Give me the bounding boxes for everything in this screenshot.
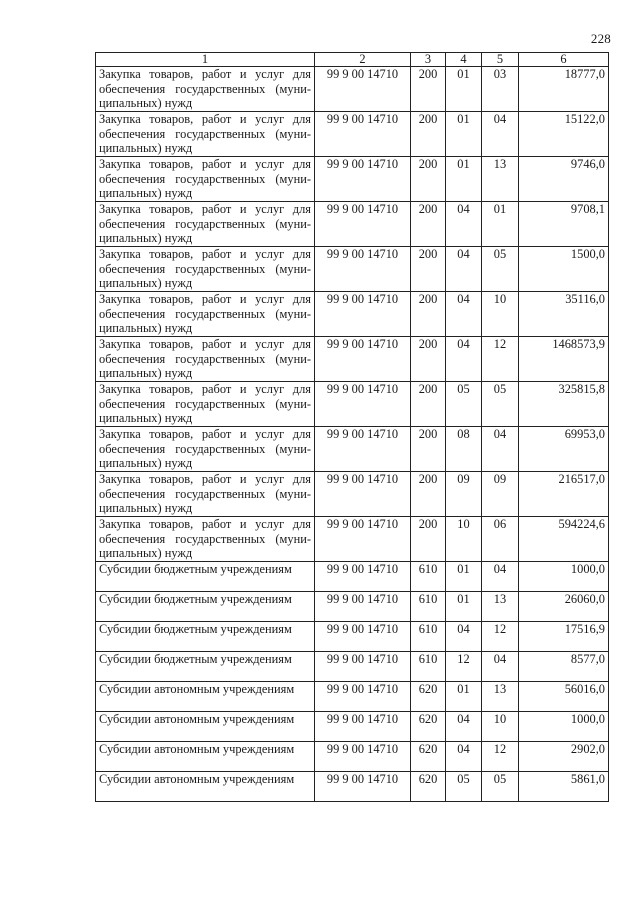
row-amount-cell: 1000,0 <box>519 712 609 742</box>
row-name-cell: Закупка товаров, работ и услуг для обеспечения государственных (муниципальных) нужд <box>96 157 315 202</box>
row-amount-cell: 216517,0 <box>519 472 609 517</box>
table-row <box>96 382 609 427</box>
row-csr-cell: 99 9 00 14710 <box>315 112 411 157</box>
row-rz-cell: 01 <box>446 67 482 112</box>
row-vr-cell: 620 <box>411 712 446 742</box>
row-csr-cell: 99 9 00 14710 <box>315 472 411 517</box>
row-pr-cell: 05 <box>482 382 519 427</box>
table-row <box>96 247 609 292</box>
row-name-cell: Субсидии автономным учреждениям <box>96 742 315 772</box>
table-body <box>96 67 609 802</box>
table-row <box>96 742 609 772</box>
row-csr-cell: 99 9 00 14710 <box>315 517 411 562</box>
table-row <box>96 337 609 382</box>
row-amount-cell: 15122,0 <box>519 112 609 157</box>
row-pr-cell: 01 <box>482 202 519 247</box>
row-amount-cell: 594224,6 <box>519 517 609 562</box>
row-name-cell: Субсидии автономным учреждениям <box>96 772 315 802</box>
row-csr-cell: 99 9 00 14710 <box>315 592 411 622</box>
row-amount-cell: 5861,0 <box>519 772 609 802</box>
row-amount-cell: 9746,0 <box>519 157 609 202</box>
row-pr-cell: 06 <box>482 517 519 562</box>
row-name-cell: Закупка товаров, работ и услуг для обеспечения государственных (муниципальных) нужд <box>96 67 315 112</box>
table-row <box>96 562 609 592</box>
row-rz-cell: 04 <box>446 622 482 652</box>
row-vr-cell: 200 <box>411 292 446 337</box>
row-amount-cell: 56016,0 <box>519 682 609 712</box>
row-name-cell: Закупка товаров, работ и услуг для обеспечения государственных (муниципальных) нужд <box>96 247 315 292</box>
budget-table <box>95 52 609 802</box>
row-csr-cell: 99 9 00 14710 <box>315 157 411 202</box>
header-col-6: 6 <box>519 53 609 67</box>
table-row <box>96 202 609 247</box>
row-vr-cell: 610 <box>411 562 446 592</box>
row-amount-cell: 17516,9 <box>519 622 609 652</box>
row-vr-cell: 200 <box>411 472 446 517</box>
row-pr-cell: 12 <box>482 337 519 382</box>
row-vr-cell: 200 <box>411 247 446 292</box>
row-pr-cell: 04 <box>482 427 519 472</box>
row-name-cell: Закупка товаров, работ и услуг для обеспечения государственных (муниципальных) нужд <box>96 382 315 427</box>
row-amount-cell: 1000,0 <box>519 562 609 592</box>
row-rz-cell: 01 <box>446 592 482 622</box>
row-csr-cell: 99 9 00 14710 <box>315 382 411 427</box>
row-vr-cell: 620 <box>411 682 446 712</box>
table-row <box>96 292 609 337</box>
row-rz-cell: 04 <box>446 712 482 742</box>
row-pr-cell: 10 <box>482 712 519 742</box>
row-name-cell: Субсидии автономным учреждениям <box>96 712 315 742</box>
table-row <box>96 427 609 472</box>
row-csr-cell: 99 9 00 14710 <box>315 292 411 337</box>
header-col-2: 2 <box>315 53 411 67</box>
row-vr-cell: 200 <box>411 427 446 472</box>
row-rz-cell: 01 <box>446 157 482 202</box>
row-rz-cell: 01 <box>446 682 482 712</box>
row-csr-cell: 99 9 00 14710 <box>315 247 411 292</box>
row-csr-cell: 99 9 00 14710 <box>315 772 411 802</box>
row-rz-cell: 04 <box>446 337 482 382</box>
row-pr-cell: 13 <box>482 592 519 622</box>
table-row <box>96 622 609 652</box>
row-csr-cell: 99 9 00 14710 <box>315 622 411 652</box>
row-amount-cell: 325815,8 <box>519 382 609 427</box>
row-vr-cell: 200 <box>411 382 446 427</box>
row-name-cell: Субсидии бюджетным учреждениям <box>96 592 315 622</box>
row-vr-cell: 610 <box>411 622 446 652</box>
table-row <box>96 67 609 112</box>
table-row <box>96 157 609 202</box>
row-name-cell: Закупка товаров, работ и услуг для обеспечения государственных (муниципальных) нужд <box>96 427 315 472</box>
row-pr-cell: 12 <box>482 622 519 652</box>
row-name-cell: Закупка товаров, работ и услуг для обеспечения государственных (муниципальных) нужд <box>96 112 315 157</box>
row-rz-cell: 05 <box>446 382 482 427</box>
row-pr-cell: 05 <box>482 247 519 292</box>
row-vr-cell: 200 <box>411 112 446 157</box>
row-rz-cell: 08 <box>446 427 482 472</box>
header-col-5: 5 <box>482 53 519 67</box>
row-amount-cell: 26060,0 <box>519 592 609 622</box>
row-amount-cell: 1500,0 <box>519 247 609 292</box>
header-col-4: 4 <box>446 53 482 67</box>
row-pr-cell: 05 <box>482 772 519 802</box>
row-name-cell: Субсидии автономным учреждениям <box>96 682 315 712</box>
table-header <box>96 53 609 67</box>
row-csr-cell: 99 9 00 14710 <box>315 562 411 592</box>
table-row <box>96 682 609 712</box>
row-vr-cell: 200 <box>411 517 446 562</box>
table-row <box>96 472 609 517</box>
row-amount-cell: 8577,0 <box>519 652 609 682</box>
table-row <box>96 112 609 157</box>
row-csr-cell: 99 9 00 14710 <box>315 67 411 112</box>
row-pr-cell: 13 <box>482 682 519 712</box>
row-name-cell: Субсидии бюджетным учреждениям <box>96 652 315 682</box>
table-row <box>96 652 609 682</box>
row-csr-cell: 99 9 00 14710 <box>315 682 411 712</box>
row-rz-cell: 01 <box>446 562 482 592</box>
row-name-cell: Закупка товаров, работ и услуг для обеспечения государственных (муниципальных) нужд <box>96 517 315 562</box>
row-name-cell: Закупка товаров, работ и услуг для обеспечения государственных (муниципальных) нужд <box>96 472 315 517</box>
row-amount-cell: 69953,0 <box>519 427 609 472</box>
row-vr-cell: 610 <box>411 652 446 682</box>
table-row <box>96 772 609 802</box>
row-vr-cell: 200 <box>411 67 446 112</box>
row-vr-cell: 620 <box>411 742 446 772</box>
row-csr-cell: 99 9 00 14710 <box>315 337 411 382</box>
row-rz-cell: 05 <box>446 772 482 802</box>
row-rz-cell: 10 <box>446 517 482 562</box>
row-pr-cell: 04 <box>482 652 519 682</box>
row-amount-cell: 9708,1 <box>519 202 609 247</box>
row-name-cell: Закупка товаров, работ и услуг для обеспечения государственных (муниципальных) нужд <box>96 337 315 382</box>
row-name-cell: Субсидии бюджетным учреждениям <box>96 622 315 652</box>
row-rz-cell: 01 <box>446 112 482 157</box>
row-name-cell: Закупка товаров, работ и услуг для обеспечения государственных (муниципальных) нужд <box>96 292 315 337</box>
row-amount-cell: 35116,0 <box>519 292 609 337</box>
row-amount-cell: 1468573,9 <box>519 337 609 382</box>
table-row <box>96 712 609 742</box>
row-pr-cell: 04 <box>482 562 519 592</box>
row-pr-cell: 04 <box>482 112 519 157</box>
header-col-1: 1 <box>96 53 315 67</box>
row-rz-cell: 12 <box>446 652 482 682</box>
table-row <box>96 517 609 562</box>
header-col-3: 3 <box>411 53 446 67</box>
row-pr-cell: 13 <box>482 157 519 202</box>
row-amount-cell: 18777,0 <box>519 67 609 112</box>
header-row <box>96 53 609 67</box>
row-pr-cell: 12 <box>482 742 519 772</box>
row-rz-cell: 04 <box>446 247 482 292</box>
row-amount-cell: 2902,0 <box>519 742 609 772</box>
row-csr-cell: 99 9 00 14710 <box>315 742 411 772</box>
row-rz-cell: 04 <box>446 742 482 772</box>
page-number: 228 <box>590 31 611 46</box>
row-rz-cell: 09 <box>446 472 482 517</box>
row-rz-cell: 04 <box>446 292 482 337</box>
row-pr-cell: 09 <box>482 472 519 517</box>
row-csr-cell: 99 9 00 14710 <box>315 712 411 742</box>
row-name-cell: Закупка товаров, работ и услуг для обеспечения государственных (муниципальных) нужд <box>96 202 315 247</box>
table-row <box>96 592 609 622</box>
row-csr-cell: 99 9 00 14710 <box>315 202 411 247</box>
row-name-cell: Субсидии бюджетным учреждениям <box>96 562 315 592</box>
row-pr-cell: 10 <box>482 292 519 337</box>
row-rz-cell: 04 <box>446 202 482 247</box>
row-csr-cell: 99 9 00 14710 <box>315 427 411 472</box>
row-csr-cell: 99 9 00 14710 <box>315 652 411 682</box>
row-vr-cell: 610 <box>411 592 446 622</box>
row-vr-cell: 200 <box>411 337 446 382</box>
row-vr-cell: 620 <box>411 772 446 802</box>
row-pr-cell: 03 <box>482 67 519 112</box>
row-vr-cell: 200 <box>411 202 446 247</box>
row-vr-cell: 200 <box>411 157 446 202</box>
